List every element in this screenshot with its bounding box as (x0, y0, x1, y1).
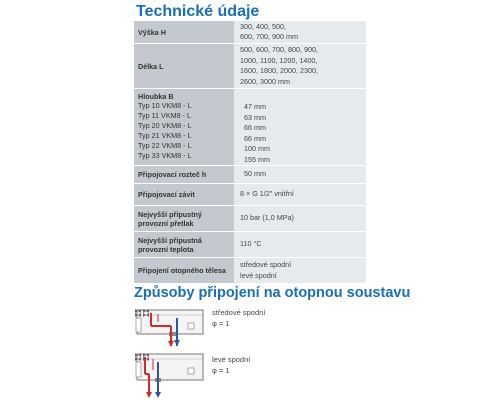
table-row (134, 89, 366, 166)
row-value: 8 × G 1/2" vnitřní (234, 184, 366, 205)
row-label: Délka L (134, 44, 234, 88)
row-value: 500, 600, 700, 800, 900, 1000, 1100, 1200, 1400, 1600, 1800, 2000, 2300, 2600, 3000 mm (234, 44, 366, 88)
connection-methods-title: Způsoby připojení na otopnou soustavu (134, 285, 411, 301)
specs-table (134, 21, 366, 284)
row-label: Připojovací rozteč h (134, 166, 234, 183)
row-label: Připojení otopného tělesa (134, 258, 234, 283)
table-row (134, 184, 366, 206)
table-row (134, 44, 366, 89)
connection-left-text (212, 354, 250, 376)
connection-central-text (212, 307, 265, 329)
section-title: Technické údaje (136, 3, 260, 20)
radiator-diagram-left (133, 350, 209, 398)
row-value: 50 mm (234, 166, 366, 183)
row-value: 47 mm 63 mm 66 mm 66 mm 100 mm 155 mm (234, 89, 366, 165)
row-label: Nejvyšší přípustná provozní teplota (134, 232, 234, 257)
table-row (134, 258, 366, 284)
connection-name: levé spodní (212, 355, 251, 364)
radiator-diagram-central (133, 306, 209, 348)
row-value: 110 °C (234, 232, 366, 257)
row-value: středové spodní levé spodní (234, 258, 366, 283)
row-value: 10 bar (1,0 MPa) (234, 206, 366, 231)
row-label: Výška H (134, 21, 234, 43)
table-row (134, 21, 366, 44)
row-label: Hloubka B Typ 10 VKM8 - L Typ 11 VKM8 - L Typ 20 VKM8 - L Typ 21 VKM8 - L Typ 22 VKM8 - L Typ 33 VKM8 - L (134, 89, 234, 165)
connection-phi: φ = 1 (212, 319, 230, 328)
row-label: Připojovací závit (134, 184, 234, 205)
table-row (134, 206, 366, 232)
row-value: 300, 400, 500, 600, 700, 900 mm (234, 21, 366, 43)
table-row (134, 166, 366, 184)
connection-phi: φ = 1 (212, 366, 230, 375)
connection-name: středové spodní (212, 308, 266, 317)
row-label: Nejvyšší přípustný provozní přetlak (134, 206, 234, 231)
table-row (134, 232, 366, 258)
